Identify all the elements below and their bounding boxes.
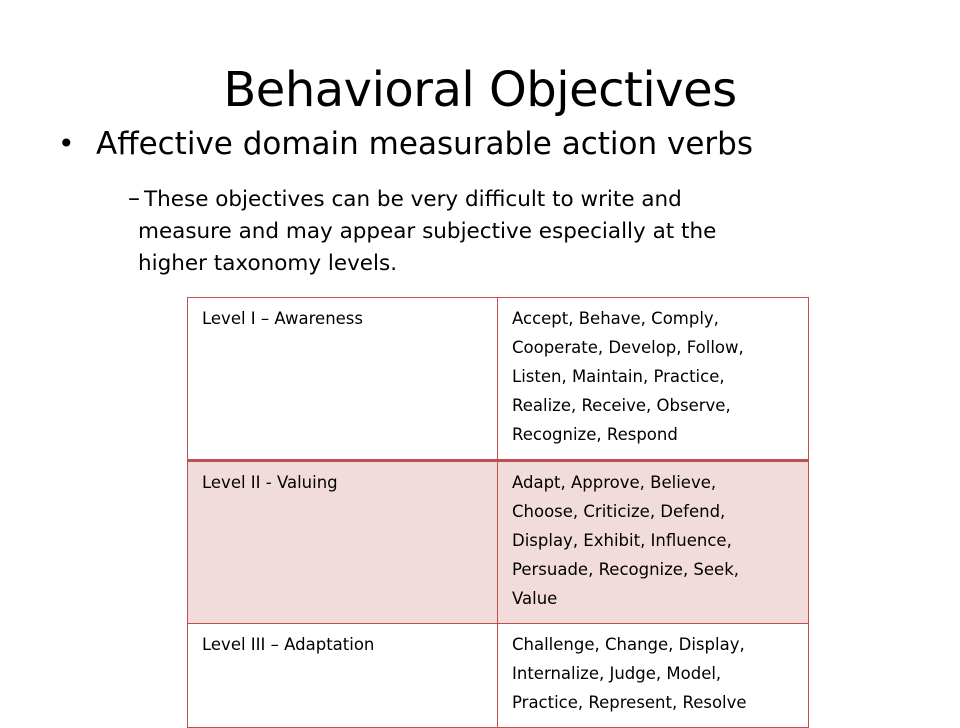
sub-bullet-line: measure and may appear subjective especially at the	[138, 219, 717, 244]
table-row-level-2	[188, 461, 809, 624]
verbs-line: Cooperate, Develop, Follow,	[512, 338, 744, 357]
verbs-line: Practice, Represent, Resolve	[512, 693, 747, 712]
bullet-dot-icon: •	[58, 127, 75, 160]
verbs-line: Accept, Behave, Comply,	[512, 309, 719, 328]
verbs-line: Choose, Criticize, Defend,	[512, 502, 726, 521]
verbs-cell	[498, 461, 809, 624]
table-row-level-3	[188, 624, 809, 728]
table-row-level-1	[188, 298, 809, 461]
level-cell	[188, 298, 498, 461]
level-cell	[188, 461, 498, 624]
bullet-text: Affective domain measurable action verbs	[96, 126, 753, 162]
sub-bullet-line: These objectives can be very difficult to write and	[144, 187, 682, 212]
verbs-line: Challenge, Change, Display,	[512, 635, 745, 654]
slide-title: Behavioral Objectives	[223, 62, 737, 118]
sub-bullet-text	[128, 184, 868, 280]
level-label: Level II - Valuing	[202, 473, 338, 492]
sub-bullet-note	[128, 184, 868, 280]
verbs-line: Value	[512, 589, 558, 608]
verbs-line: Realize, Receive, Observe,	[512, 396, 731, 415]
verbs-line: Recognize, Respond	[512, 425, 678, 444]
sub-bullet-dash: –	[128, 184, 140, 212]
verbs-line: Persuade, Recognize, Seek,	[512, 560, 740, 579]
sub-bullet-line: higher taxonomy levels.	[138, 251, 398, 276]
verbs-cell	[498, 298, 809, 461]
level-cell	[188, 624, 498, 728]
verbs-line: Display, Exhibit, Influence,	[512, 531, 732, 550]
verbs-line: Listen, Maintain, Practice,	[512, 367, 725, 386]
level-label: Level I – Awareness	[202, 309, 364, 328]
verbs-line: Internalize, Judge, Model,	[512, 664, 722, 683]
verbs-cell	[498, 624, 809, 728]
verbs-line: Adapt, Approve, Believe,	[512, 473, 717, 492]
level-label: Level III – Adaptation	[202, 635, 375, 654]
action-verbs-table	[187, 297, 809, 728]
